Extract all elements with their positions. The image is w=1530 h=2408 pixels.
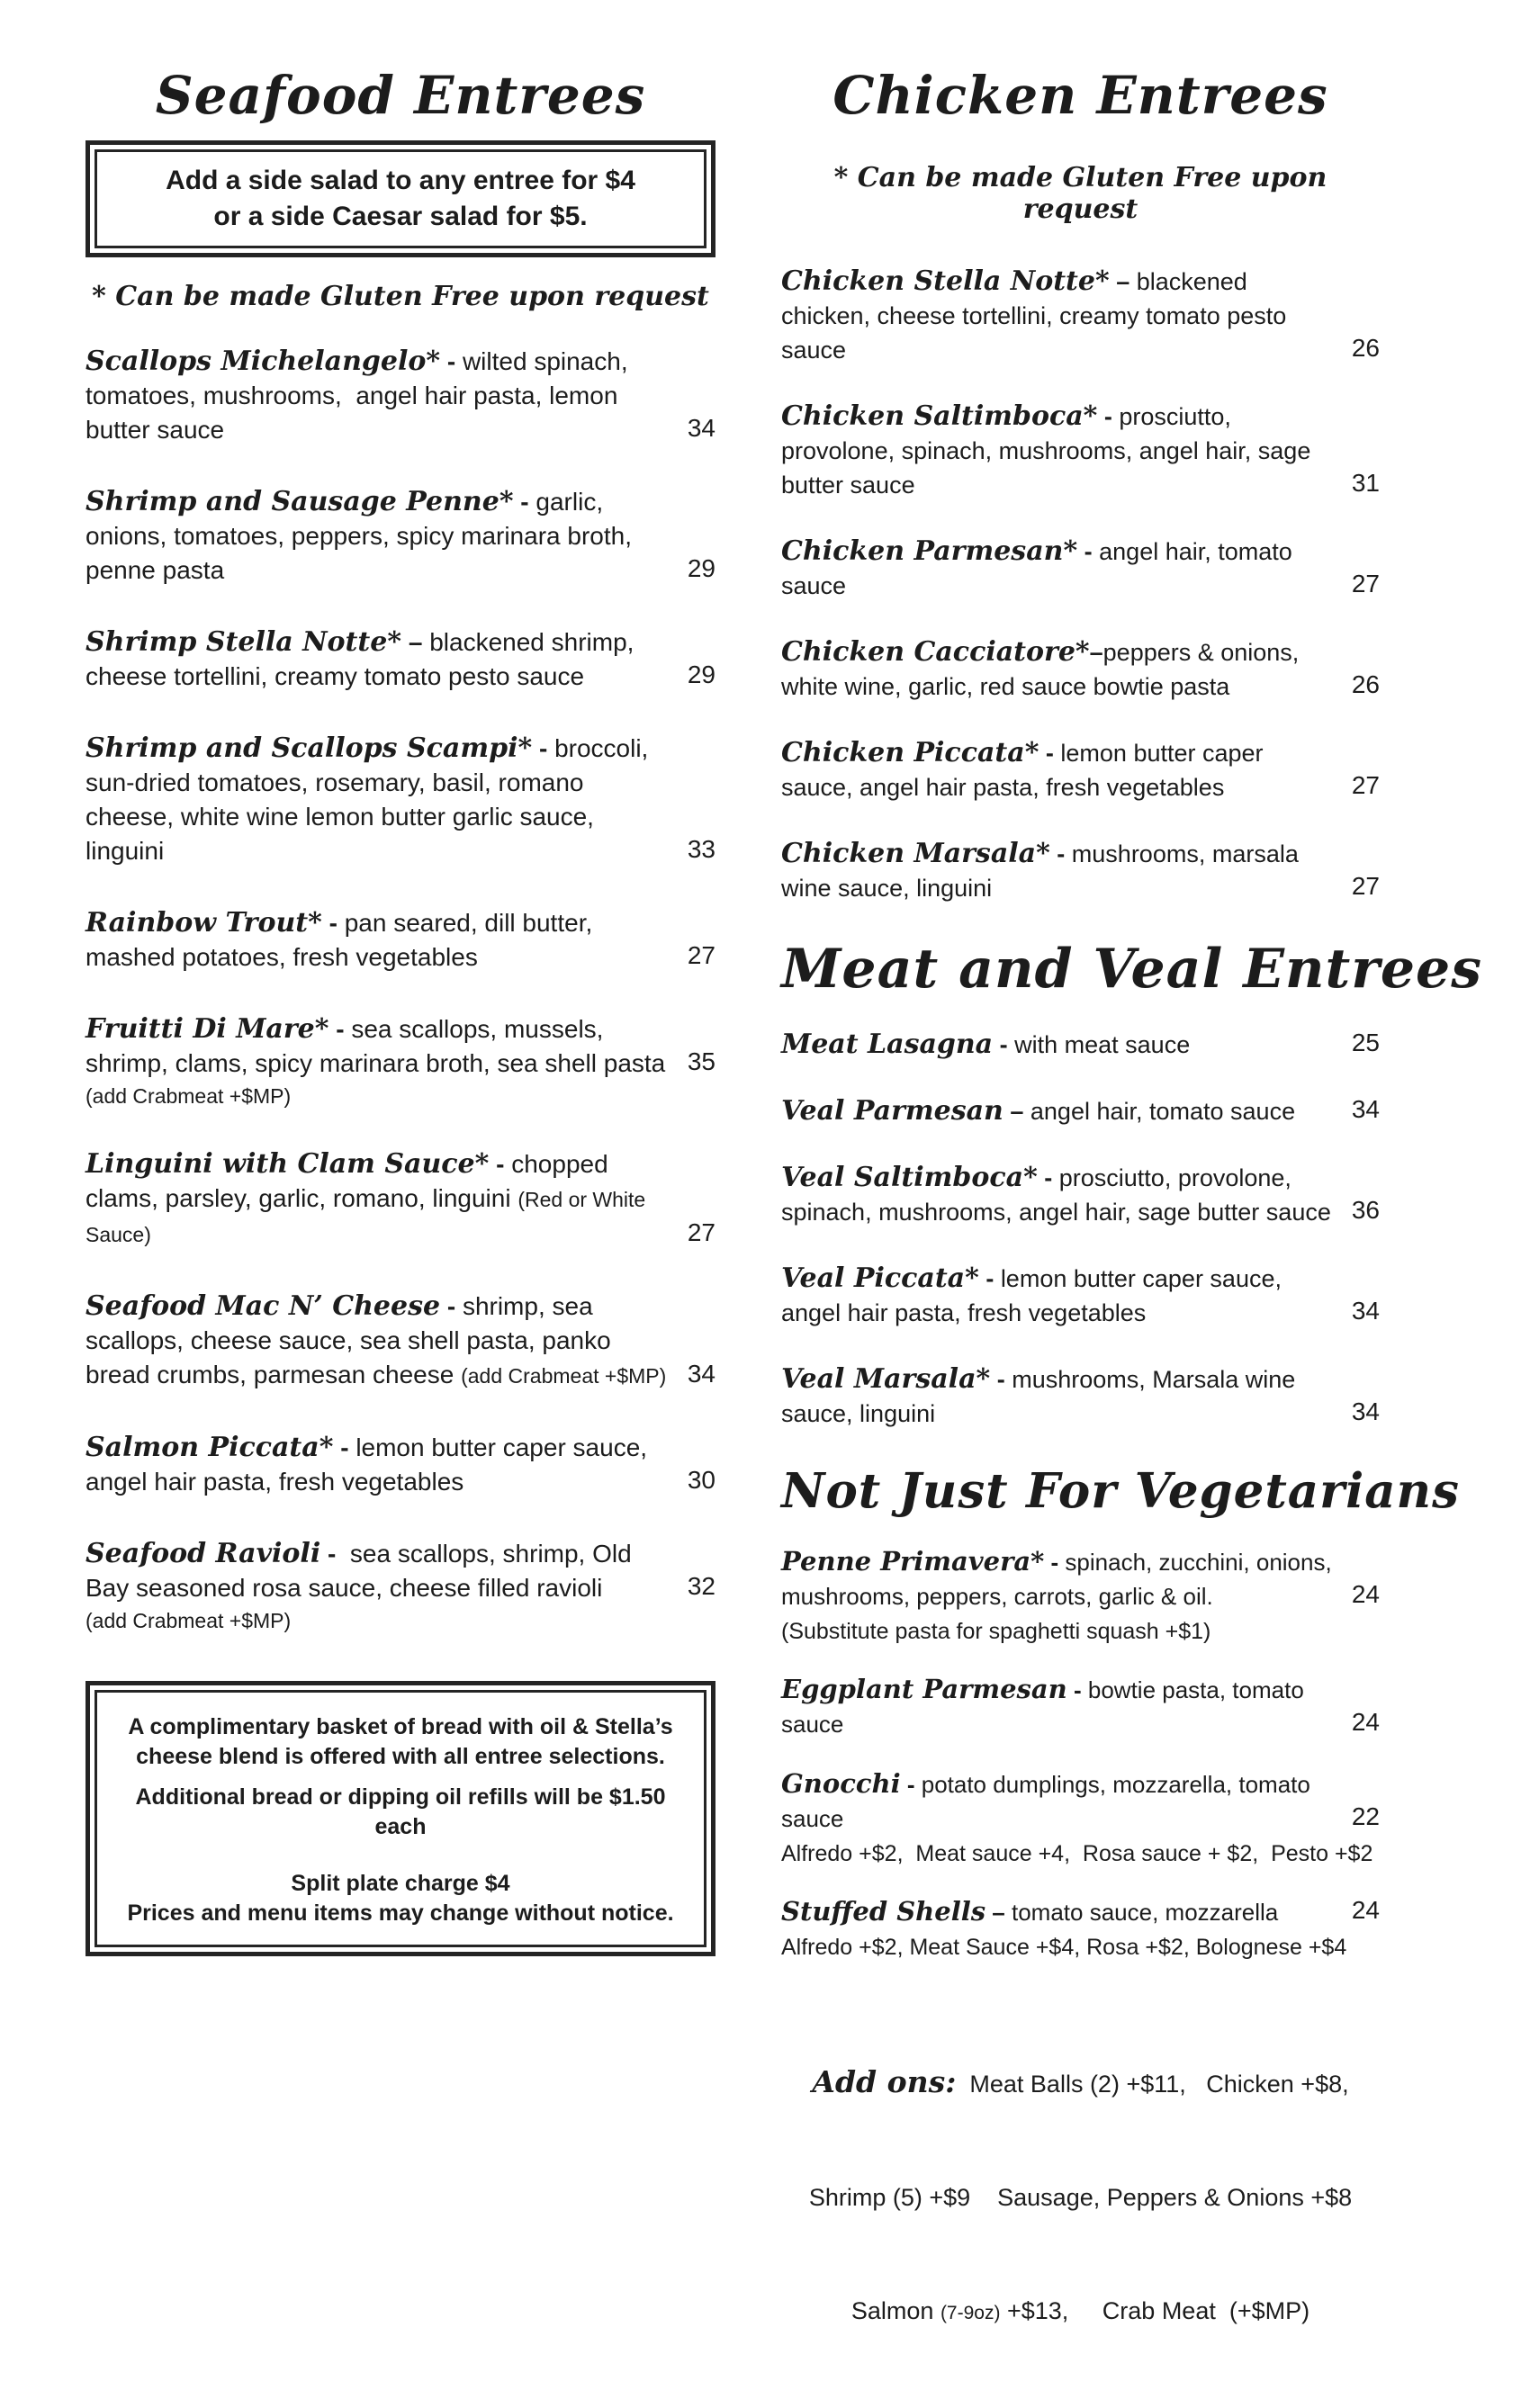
item-note: Alfredo +$2, Meat Sauce +$4, Rosa +$2, Bolognese +$4: [781, 1935, 1347, 1960]
item-fine-print: (add Crabmeat +$MP): [86, 1084, 292, 1108]
menu-item: [86, 906, 716, 975]
menu-item: [781, 400, 1380, 502]
item-separator: -: [328, 1015, 352, 1043]
vegetarians-title: Not Just For Vegetarians: [781, 1463, 1460, 1519]
menu-item: [86, 1289, 716, 1393]
item-separator: -: [513, 488, 536, 516]
side-salad-box-inner: [94, 149, 706, 248]
item-description: peppers & onions, white wine, garlic, red sauce bowtie pasta: [781, 639, 1306, 700]
item-price: 36: [1351, 1196, 1380, 1224]
add-ons-block: [781, 1988, 1380, 2408]
item-price: 34: [1351, 1297, 1380, 1325]
item-name: Fruitti Di Mare*: [86, 1013, 329, 1045]
item-separator: -: [1077, 538, 1100, 565]
item-price: 34: [1351, 1397, 1380, 1425]
menu-item: [781, 1894, 1380, 1963]
item-name: Seafood Ravioli: [86, 1538, 321, 1569]
item-price: 27: [1351, 570, 1380, 598]
menu-item-main: [781, 535, 1380, 603]
menu-item-main: [86, 1147, 716, 1252]
vegetarian-items-list: [781, 1544, 1380, 1963]
item-separator: –: [1109, 268, 1137, 295]
menu-item-main: [781, 1094, 1380, 1128]
item-description: tomato sauce, mozzarella: [1012, 1899, 1279, 1926]
menu-item: [781, 1161, 1380, 1229]
menu-item-main: [781, 1161, 1380, 1229]
item-separator: –: [1003, 1098, 1030, 1125]
item-separator: -: [1049, 840, 1072, 867]
item-name: Meat Lasagna: [781, 1029, 994, 1060]
item-separator: -: [900, 1771, 922, 1798]
item-name: Scallops Michelangelo*: [86, 346, 441, 377]
menu-item-main: [781, 1544, 1380, 1613]
side-salad-box: [86, 140, 716, 257]
item-separator: -: [321, 909, 345, 937]
side-salad-line1: Add a side salad to any entree for $4: [166, 166, 635, 195]
item-price: 32: [687, 1572, 716, 1600]
menu-item: [781, 1672, 1380, 1741]
item-price: 35: [687, 1047, 716, 1075]
menu-item-main: [86, 1431, 716, 1499]
menu-item-main: [781, 265, 1380, 367]
item-separator: -: [1097, 403, 1120, 430]
item-separator: -: [532, 734, 555, 762]
item-price: 29: [687, 554, 716, 582]
item-description: potato dumplings, mozzarella, tomato sauce: [781, 1771, 1318, 1832]
bread-notice-line2: Additional bread or dipping oil refills will be $1.50 each: [135, 1784, 666, 1839]
bread-notice-line1: A complimentary basket of bread with oil & Stella’s cheese blend is offered with all entree selections.: [128, 1714, 673, 1769]
item-name: Chicken Stella Notte*: [781, 265, 1110, 297]
item-description: blackened chicken, cheese tortellini, creamy tomato pesto sauce: [781, 268, 1293, 364]
meat-veal-items-list: [781, 1028, 1380, 1431]
item-name: Chicken Parmesan*: [781, 535, 1078, 567]
menu-item-main: [781, 837, 1380, 905]
seafood-items-list: [86, 345, 716, 1634]
item-price: 33: [687, 835, 716, 863]
prices-change-line: Prices and menu items may change without notice.: [127, 1900, 674, 1926]
item-separator: -: [440, 1292, 463, 1320]
item-inline-note: (add Crabmeat +$MP): [461, 1364, 667, 1388]
bread-notice-box-inner: [94, 1690, 706, 1947]
item-name: Chicken Piccata*: [781, 737, 1040, 768]
item-description: lemon butter caper sauce, angel hair pasta, fresh vegetables: [781, 1265, 1289, 1326]
add-ons-line2: Shrimp (5) +$9 Sausage, Peppers & Onions +$8: [808, 2184, 1353, 2211]
side-salad-line2: or a side Caesar salad for $5.: [213, 202, 588, 231]
item-description: prosciutto, provolone, spinach, mushrooms, angel hair, sage butter sauce: [781, 403, 1318, 499]
menu-item-main: [86, 625, 716, 694]
item-price: 25: [1351, 1029, 1380, 1056]
bread-notice-spacer: [110, 1772, 691, 1783]
item-name: Chicken Marsala*: [781, 838, 1050, 869]
item-description: prosciutto, provolone, spinach, mushrooms, angel hair, sage butter sauce: [781, 1164, 1331, 1226]
item-price: 29: [687, 660, 716, 688]
menu-item-main: [781, 1028, 1380, 1062]
item-description: wilted spinach, tomatoes, mushrooms, angel hair pasta, lemon butter sauce: [86, 347, 635, 444]
item-description: broccoli, sun-dried tomatoes, rosemary, basil, romano cheese, white wine lemon butter garlic sauce, linguini: [86, 734, 656, 865]
add-ons-crabmeat: +$13, Crab Meat (+$MP): [1000, 2297, 1310, 2324]
item-description: with meat sauce: [1014, 1031, 1191, 1058]
item-name: Shrimp and Sausage Penne*: [86, 486, 514, 517]
item-price: 30: [687, 1466, 716, 1494]
item-separator: -: [440, 347, 463, 375]
menu-item-main: [781, 635, 1380, 704]
menu-item: [86, 485, 716, 588]
menu-item-main: [781, 1672, 1380, 1741]
item-price: 27: [687, 1218, 716, 1246]
item-name: Salmon Piccata*: [86, 1432, 334, 1463]
item-description: sea scallops, shrimp, Old Bay seasoned rosa sauce, cheese filled ravioli: [86, 1540, 639, 1602]
menu-item-main: [86, 345, 716, 447]
menu-item: [781, 837, 1380, 905]
add-ons-line3: [781, 2292, 1380, 2332]
item-name: Veal Parmesan: [781, 1095, 1004, 1127]
item-description: pan seared, dill butter, mashed potatoes, fresh vegetables: [86, 909, 600, 971]
item-separator: -: [990, 1366, 1012, 1393]
menu-item: [86, 1431, 716, 1499]
menu-item: [781, 736, 1380, 804]
item-name: Shrimp Stella Notte*: [86, 626, 402, 658]
item-separator: –: [986, 1899, 1012, 1926]
item-price: 22: [1351, 1802, 1380, 1830]
menu-item-main: [86, 906, 716, 975]
item-name: Stuffed Shells: [781, 1896, 986, 1927]
menu-item-main: [781, 400, 1380, 502]
split-plate-line: Split plate charge $4: [291, 1871, 510, 1896]
chicken-meat-veg-column: [781, 0, 1482, 2408]
chicken-entrees-title: Chicken Entrees: [832, 65, 1328, 126]
item-description: garlic, onions, tomatoes, peppers, spicy marinara broth, penne pasta: [86, 488, 639, 584]
seafood-column: [86, 0, 716, 1956]
item-name: Penne Primavera*: [781, 1546, 1045, 1577]
item-separator: -: [978, 1265, 1001, 1292]
item-price: 26: [1351, 670, 1380, 698]
gluten-free-note-left: * Can be made Gluten Free upon request: [92, 281, 709, 312]
item-price: 34: [687, 1360, 716, 1388]
menu-item-main: [86, 732, 716, 868]
item-note: Alfredo +$2, Meat sauce +4, Rosa sauce + $2, Pesto +$2: [781, 1841, 1373, 1866]
item-price: 27: [687, 941, 716, 969]
menu-item-main: [86, 1012, 716, 1081]
item-separator: -: [489, 1150, 512, 1178]
add-ons-salmon-size: (7-9oz): [940, 2303, 1001, 2323]
item-price: 27: [1351, 872, 1380, 900]
item-separator: -: [1066, 1676, 1088, 1703]
seafood-entrees-title: Seafood Entrees: [155, 65, 646, 126]
item-price: 27: [1351, 771, 1380, 799]
item-description: angel hair, tomato sauce: [781, 538, 1300, 599]
add-ons-label: Add ons:: [812, 2064, 957, 2099]
item-description: bowtie pasta, tomato sauce: [781, 1676, 1311, 1738]
menu-item: [781, 1766, 1380, 1869]
item-price: 34: [1351, 1095, 1380, 1123]
menu-item-main: [781, 736, 1380, 804]
bread-notice-spacer: [110, 1842, 691, 1869]
menu-item: [781, 1262, 1380, 1330]
item-description: shrimp, sea scallops, cheese sauce, sea shell pasta, panko bread crumbs, parmesan cheese: [86, 1292, 618, 1388]
item-separator: -: [993, 1031, 1015, 1058]
menu-item: [86, 732, 716, 868]
menu-item: [781, 1094, 1380, 1128]
item-separator: -: [1039, 740, 1061, 767]
gluten-free-note-right: * Can be made Gluten Free upon request: [833, 162, 1336, 225]
menu-item: [781, 1362, 1380, 1431]
item-separator: –: [1089, 639, 1103, 666]
menu-item-main: [86, 1537, 716, 1605]
menu-item: [86, 625, 716, 694]
menu-item-main: [781, 1894, 1380, 1929]
add-ons-line1: [781, 2063, 1380, 2103]
item-description: chopped clams, parsley, garlic, romano, linguini: [86, 1150, 616, 1212]
item-name: Veal Saltimboca*: [781, 1162, 1038, 1193]
item-name: Eggplant Parmesan: [781, 1674, 1067, 1704]
item-name: Gnocchi: [781, 1768, 901, 1799]
menu-item: [86, 1012, 716, 1110]
menu-item: [781, 535, 1380, 603]
item-name: Rainbow Trout*: [86, 907, 322, 939]
item-price: 31: [1351, 469, 1380, 497]
item-price: 24: [1351, 1896, 1380, 1924]
item-price: 34: [687, 414, 716, 442]
item-separator: -: [320, 1540, 350, 1568]
item-name: Chicken Saltimboca*: [781, 400, 1098, 432]
menu-item-main: [86, 485, 716, 588]
menu-item: [781, 265, 1380, 367]
item-price: 24: [1351, 1708, 1380, 1736]
menu-item: [86, 345, 716, 447]
bread-notice-box: [86, 1681, 716, 1956]
item-description: lemon butter caper sauce, angel hair pasta, fresh vegetables: [781, 740, 1271, 801]
item-description: blackened shrimp, cheese tortellini, creamy tomato pesto sauce: [86, 628, 642, 690]
item-separator: -: [1044, 1549, 1066, 1576]
menu-item-main: [86, 1289, 716, 1393]
add-ons-line1-text: Meat Balls (2) +$11, Chicken +$8,: [956, 2071, 1349, 2098]
item-separator: -: [333, 1433, 356, 1461]
item-note: (Substitute pasta for spaghetti squash +$1): [781, 1619, 1211, 1644]
item-description: angel hair, tomato sauce: [1030, 1098, 1296, 1125]
item-inline-note: (Red or White Sauce): [86, 1188, 652, 1246]
item-description: spinach, zucchini, onions, mushrooms, peppers, carrots, garlic & oil.: [781, 1549, 1338, 1610]
item-description: lemon butter caper sauce, angel hair pasta, fresh vegetables: [86, 1433, 654, 1496]
menu-item-main: [781, 1766, 1380, 1836]
item-description: mushrooms, marsala wine sauce, linguini: [781, 840, 1306, 902]
item-price: 24: [1351, 1580, 1380, 1608]
menu-item: [86, 1147, 716, 1252]
item-name: Veal Piccata*: [781, 1262, 979, 1294]
menu-item: [781, 1028, 1380, 1062]
menu-item: [86, 1537, 716, 1634]
item-name: Seafood Mac N’ Cheese: [86, 1290, 441, 1322]
meat-veal-entrees-title: Meat and Veal Entrees: [781, 938, 1482, 1001]
item-fine-print: (add Crabmeat +$MP): [86, 1609, 292, 1632]
item-name: Linguini with Clam Sauce*: [86, 1148, 490, 1180]
item-separator: -: [1037, 1164, 1059, 1191]
item-name: Veal Marsala*: [781, 1363, 991, 1395]
item-name: Shrimp and Scallops Scampi*: [86, 732, 533, 764]
item-price: 26: [1351, 334, 1380, 362]
chicken-items-list: [781, 265, 1380, 905]
menu-item-main: [781, 1362, 1380, 1431]
add-ons-salmon: Salmon: [850, 2297, 940, 2324]
item-description: mushrooms, Marsala wine sauce, linguini: [781, 1366, 1302, 1427]
item-name: Chicken Cacciatore*: [781, 636, 1090, 668]
item-separator: –: [401, 628, 430, 656]
menu-item: [781, 1544, 1380, 1647]
item-description: sea scallops, mussels, shrimp, clams, spicy marinara broth, sea shell pasta: [86, 1015, 666, 1077]
menu-item: [781, 635, 1380, 704]
menu-item-main: [781, 1262, 1380, 1330]
